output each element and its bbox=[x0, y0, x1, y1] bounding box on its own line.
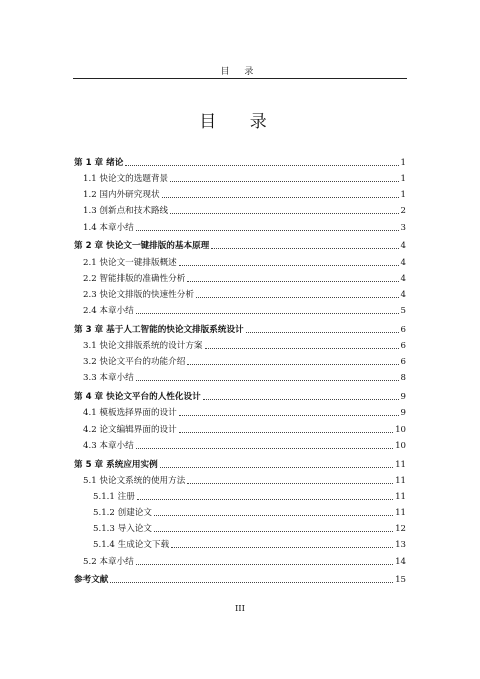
table-of-contents bbox=[74, 150, 406, 586]
toc-leader-dots bbox=[211, 247, 398, 249]
toc-entry-label: 5.1.4 生成论文下载 bbox=[93, 540, 170, 551]
toc-leader-dots bbox=[205, 347, 399, 349]
toc-entry-label: 第 1 章 绪论 bbox=[74, 157, 124, 168]
toc-leader-dots bbox=[170, 212, 398, 214]
toc-entry-page: 4 bbox=[400, 289, 406, 300]
toc-entry-page: 3 bbox=[400, 222, 406, 233]
toc-entry-label: 第 5 章 系统应用实例 bbox=[74, 459, 158, 470]
toc-entry-label: 1.1 快论文的选题背景 bbox=[83, 173, 169, 184]
toc-entry[interactable] bbox=[74, 436, 406, 452]
toc-entry-page: 8 bbox=[400, 373, 406, 384]
toc-entry-label: 第 3 章 基于人工智能的快论文排版系统设计 bbox=[74, 324, 244, 335]
toc-entry-page: 4 bbox=[400, 257, 406, 268]
toc-entry[interactable] bbox=[74, 551, 406, 567]
toc-leader-dots bbox=[187, 482, 393, 484]
toc-entry-page: 1 bbox=[400, 190, 406, 201]
toc-entry-page: 1 bbox=[400, 157, 406, 168]
toc-entry-page: 5 bbox=[400, 306, 406, 317]
toc-entry[interactable] bbox=[74, 252, 406, 268]
toc-entry-page: 11 bbox=[395, 459, 406, 470]
toc-entry[interactable] bbox=[74, 471, 406, 487]
toc-entry[interactable] bbox=[74, 285, 406, 301]
toc-entry[interactable] bbox=[74, 153, 406, 169]
toc-entry[interactable] bbox=[74, 217, 406, 233]
toc-entry-page: 6 bbox=[400, 357, 406, 368]
toc-leader-dots bbox=[170, 180, 398, 182]
toc-entry-page: 10 bbox=[395, 424, 406, 435]
toc-leader-dots bbox=[187, 280, 398, 282]
toc-entry[interactable] bbox=[74, 519, 406, 535]
toc-leader-dots bbox=[154, 530, 393, 532]
toc-entry-page: 6 bbox=[400, 341, 406, 352]
toc-entry-page: 13 bbox=[395, 540, 406, 551]
toc-entry-label: 第 4 章 快论文平台的人性化设计 bbox=[74, 392, 201, 403]
toc-entry[interactable] bbox=[74, 201, 406, 217]
toc-entry-label: 1.2 国内外研究现状 bbox=[83, 190, 160, 201]
toc-entry-label: 2.1 快论文一键排版概述 bbox=[83, 257, 177, 268]
toc-entry-label: 参考文献 bbox=[74, 575, 109, 586]
toc-leader-dots bbox=[136, 563, 393, 565]
toc-entry-label: 3.2 快论文平台的功能介绍 bbox=[83, 357, 186, 368]
toc-entry[interactable] bbox=[74, 301, 406, 317]
toc-entry-page: 15 bbox=[395, 575, 406, 586]
toc-entry-label: 4.2 论文编辑界面的设计 bbox=[83, 424, 177, 435]
toc-entry-page: 4 bbox=[400, 241, 406, 252]
toc-entry-label: 5.1.3 导入论文 bbox=[93, 524, 152, 535]
toc-entry-page: 11 bbox=[395, 475, 406, 486]
toc-entry-label: 5.1.2 创建论文 bbox=[93, 508, 152, 519]
toc-entry[interactable] bbox=[74, 419, 406, 435]
toc-entry-page: 9 bbox=[400, 392, 406, 403]
toc-leader-dots bbox=[160, 466, 393, 468]
toc-leader-dots bbox=[137, 498, 393, 500]
toc-entry-label: 5.1.1 注册 bbox=[93, 491, 135, 502]
toc-entry-page: 6 bbox=[400, 324, 406, 335]
toc-leader-dots bbox=[125, 164, 398, 166]
toc-entry-page: 10 bbox=[395, 440, 406, 451]
toc-leader-dots bbox=[187, 363, 398, 365]
toc-entry-page: 14 bbox=[395, 556, 406, 567]
toc-leader-dots bbox=[136, 447, 393, 449]
toc-entry-page: 1 bbox=[400, 173, 406, 184]
toc-entry-label: 4.1 模板选择界面的设计 bbox=[83, 408, 177, 419]
toc-leader-dots bbox=[136, 229, 399, 231]
toc-entry[interactable] bbox=[74, 403, 406, 419]
toc-entry-label: 2.3 快论文排版的快速性分析 bbox=[83, 289, 194, 300]
toc-leader-dots bbox=[246, 331, 399, 333]
toc-leader-dots bbox=[154, 514, 393, 516]
toc-entry-label: 1.3 创新点和技术路线 bbox=[83, 206, 169, 217]
toc-leader-dots bbox=[179, 431, 393, 433]
toc-entry-page: 2 bbox=[400, 206, 406, 217]
toc-leader-dots bbox=[203, 398, 399, 400]
toc-entry[interactable] bbox=[74, 336, 406, 352]
toc-entry-label: 第 2 章 快论文一键排版的基本原理 bbox=[74, 241, 210, 252]
toc-entry-label: 5.2 本章小结 bbox=[83, 556, 134, 567]
toc-entry[interactable] bbox=[74, 352, 406, 368]
toc-entry-label: 5.1 快论文系统的使用方法 bbox=[83, 475, 186, 486]
toc-entry[interactable] bbox=[74, 535, 406, 551]
toc-leader-dots bbox=[162, 196, 399, 198]
toc-entry-label: 2.4 本章小结 bbox=[83, 306, 134, 317]
toc-entry[interactable] bbox=[74, 503, 406, 519]
toc-entry[interactable] bbox=[74, 570, 406, 586]
toc-entry[interactable] bbox=[74, 387, 406, 403]
toc-entry-page: 11 bbox=[395, 491, 406, 502]
toc-entry[interactable] bbox=[74, 487, 406, 503]
toc-entry[interactable] bbox=[74, 368, 406, 384]
toc-entry-label: 3.1 快论文排版系统的设计方案 bbox=[83, 341, 203, 352]
toc-entry[interactable] bbox=[74, 236, 406, 252]
toc-entry[interactable] bbox=[74, 185, 406, 201]
toc-entry-page: 4 bbox=[400, 273, 406, 284]
toc-entry-label: 1.4 本章小结 bbox=[83, 222, 134, 233]
toc-entry[interactable] bbox=[74, 269, 406, 285]
toc-leader-dots bbox=[196, 296, 399, 298]
toc-leader-dots bbox=[110, 581, 393, 583]
toc-leader-dots bbox=[136, 379, 399, 381]
toc-entry[interactable] bbox=[74, 454, 406, 470]
toc-entry-page: 11 bbox=[395, 508, 406, 519]
toc-leader-dots bbox=[179, 264, 399, 266]
toc-leader-dots bbox=[136, 312, 399, 314]
toc-entry[interactable] bbox=[74, 169, 406, 185]
toc-entry-label: 2.2 智能排版的准确性分析 bbox=[83, 273, 186, 284]
toc-entry-page: 9 bbox=[400, 408, 406, 419]
toc-leader-dots bbox=[171, 546, 393, 548]
toc-entry-label: 3.3 本章小结 bbox=[83, 373, 134, 384]
toc-entry-page: 12 bbox=[395, 524, 406, 535]
toc-entry[interactable] bbox=[74, 320, 406, 336]
toc-leader-dots bbox=[179, 414, 399, 416]
header-rule bbox=[73, 78, 407, 79]
running-header: 目 录 bbox=[220, 67, 260, 77]
page-number: III bbox=[234, 604, 246, 614]
page-title: 目 录 bbox=[199, 112, 281, 132]
toc-entry-label: 4.3 本章小结 bbox=[83, 440, 134, 451]
